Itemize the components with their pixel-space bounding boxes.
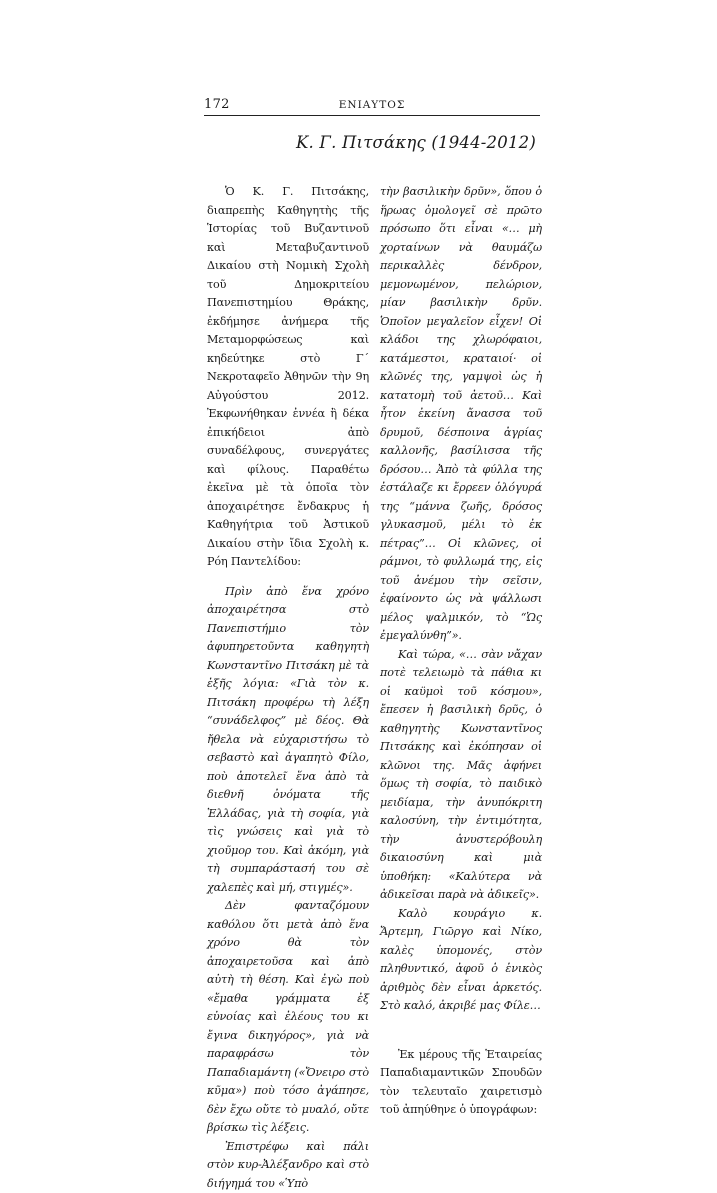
right-column	[380, 183, 542, 1120]
eulogy-paragraph-3-cont: τὴν βασιλικὴν δρῦν», ὅπου ὁ ἥρωας ὁμολογεῖ σὲ πρῶτο πρόσωπο ὅτι εἶναι «… μὴ χορταίνων νὰ θαυμάζω περικαλλὲς δένδρον, μεμονωμένον, πελώριον, μίαν βασιλικὴν δρῦν. Ὁποῖον μεγαλεῖον εἶχεν! Οἱ κλάδοι της χλωρόφαιοι, κατάμεστοι, κραταιοί· οἱ κλῶνές της, γαμψοὶ ὡς ἡ κατατομὴ τοῦ ἀετοῦ… Καὶ ἦτον ἐκείνη ἄνασσα τοῦ δρυμοῦ, δέσποινα ἀγρίας καλλονῆς, βασίλισσα τῆς δρόσου… Ἀπὸ τὰ φύλλα της ἐστάλαζε κι ἔρρεεν ὁλόγυρά της “μάννα ζωῆς, δρόσος γλυκασμοῦ, μέλι τὸ ἐκ πέτρας”… Οἱ κλῶνες, οἱ ράμνοι, τὸ φυλλωμά της, εἰς τοῦ ἀνέμου τὴν σεῖσιν, ἐφαίνοντο ὡς νὰ ψάλλωσι μέλος ψαλμικόν, τὸ “Ὡς ἐμεγαλύνθη”».	[380, 183, 542, 646]
closing-paragraph: Ἐκ μέρους τῆς Ἑταιρείας Παπαδιαμαντικῶν Σπουδῶν τὸν τελευταῖο χαιρετισμὸ τοῦ ἀπηύθηνε ὁ ὑπογράφων:	[380, 1046, 542, 1120]
page-number: 172	[204, 97, 230, 112]
eulogy-paragraph-2: Δὲν φανταζόμουν καθόλου ὅτι μετὰ ἀπὸ ἕνα χρόνο θὰ τὸν ἀποχαιρετοῦσα καὶ ἀπὸ αὐτὴ τὴ θέση. Καὶ ἐγὼ ποὺ «ἔμαθα γράμματα ἐξ εὐνοίας καὶ ἐλέους του κι ἔγινα δικηγόρος», γιὰ νὰ παραφράσω τὸν Παπαδιαμάντη («Ὄνειρο στὸ κῦμα») ποὺ τόσο ἀγάπησε, δὲν ἔχω οὔτε τὸ μυαλό, οὔτε βρίσκω τὶς λέξεις.	[207, 897, 369, 1138]
article-title: Κ. Γ. Πιτσάκης (1944-2012)	[204, 133, 536, 152]
eulogy-paragraph-5: Καλὸ κουράγιο κ. Ἄρτεμη, Γιῶργο καὶ Νίκο, καλὲς ὑπομονές, στὸν πληθυντικό, ἀφοῦ ὁ ἑνικὸς ἀριθμὸς δὲν εἶναι ἀρκετός. Στὸ καλό, ἀκριβέ μας Φίλε…	[380, 905, 542, 1016]
intro-paragraph: Ὁ Κ. Γ. Πιτσάκης, διαπρεπὴς Καθηγητὴς τῆς Ἱστορίας τοῦ Βυζαντινοῦ καὶ Μεταβυζαντινοῦ Δικαίου στὴ Νομικὴ Σχολὴ τοῦ Δημοκριτείου Πανεπιστημίου Θράκης, ἐκδήμησε ἀνήμερα τῆς Μεταμορφώσεως καὶ κηδεύτηκε στὸ Γ΄ Νεκροταφεῖο Ἀθηνῶν τὴν 9η Αὐγούστου 2012. Ἐκφωνήθηκαν ἐννέα ἢ δέκα ἐπικήδειοι ἀπὸ συναδέλφους, συνεργάτες καὶ φίλους. Παραθέτω ἐκεῖνα μὲ τὰ ὁποῖα τὸν ἀποχαιρέτησε ἔνδακρυς ἡ Καθηγήτρια τοῦ Ἀστικοῦ Δικαίου στὴν ἴδια Σχολὴ κ. Ρόη Παντελίδου:	[207, 183, 369, 572]
eulogy-paragraph-1: Πρὶν ἀπὸ ἕνα χρόνο ἀποχαιρέτησα στὸ Πανεπιστήμιο τὸν ἀφυπηρετοῦντα καθηγητὴ Κωνσταντῖνο Πιτσάκη μὲ τὰ ἑξῆς λόγια: «Γιὰ τὸν κ. Πιτσάκη προφέρω τὴ λέξη “συνάδελφος” μὲ δέος. Θὰ ἤθελα νὰ εὐχαριστήσω τὸ σεβαστὸ καὶ ἀγαπητὸ Φίλο, ποὺ ἀποτελεῖ ἕνα ἀπὸ τὰ διεθνῆ ὀνόματα τῆς Ἑλλάδας, γιὰ τὴ σοφία, γιὰ τὶς γνώσεις καὶ γιὰ τὸ χιοῦμορ του. Καὶ ἀκόμη, γιὰ τὴ συμπαράστασή του σὲ χαλεπὲς καὶ μή, στιγμές».	[207, 583, 369, 898]
eulogy-paragraph-3: Ἐπιστρέφω καὶ πάλι στὸν κυρ-Ἀλέξανδρο καὶ στὸ διήγημά του «Ὑπὸ	[207, 1138, 369, 1193]
left-column	[207, 183, 369, 1193]
journal-name: ΕΝΙΑΥΤΟΣ	[204, 99, 540, 111]
eulogy-paragraph-4: Καὶ τώρα, «… σὰν νἄχαν ποτὲ τελειωμὸ τὰ πάθια κι οἱ καϋμοὶ τοῦ κόσμου», ἔπεσεν ἡ βασιλικὴ δρῦς, ὁ καθηγητὴς Κωνσταντῖνος Πιτσάκης καὶ ἐκόπησαν οἱ κλῶνοι της. Μᾶς ἀφήνει ὅμως τὴ σοφία, τὸ παιδικὸ μειδίαμα, τὴν ἀνυπόκριτη καλοσύνη, τὴν ἐντιμότητα, τὴν ἀνυστερόβουλη δικαιοσύνη καὶ μιὰ ὑποθήκη: «Καλύτερα νὰ ἀδικεῖσαι παρὰ νὰ ἀδικεῖς».	[380, 646, 542, 905]
running-head	[204, 97, 540, 116]
